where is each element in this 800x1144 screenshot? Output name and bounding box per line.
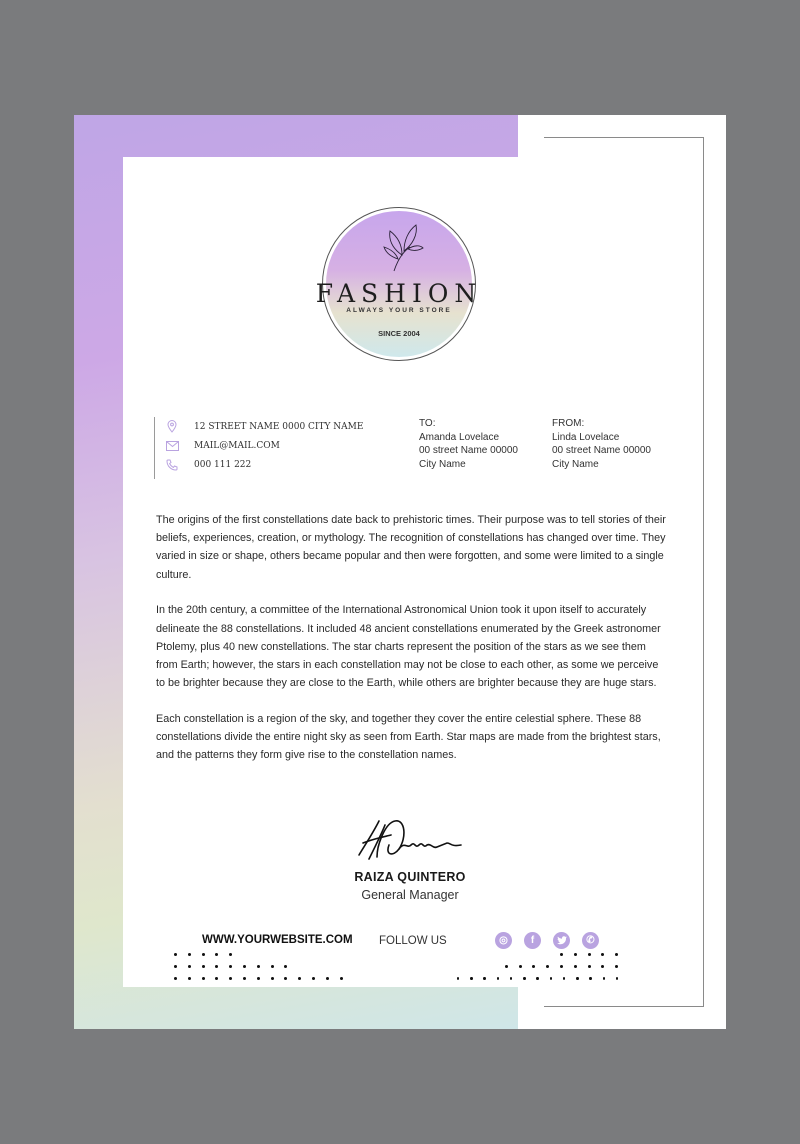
- from-street: 00 street Name 00000: [552, 445, 651, 456]
- dot: [505, 965, 508, 968]
- dot: [457, 977, 459, 980]
- signatory-role: General Manager: [361, 888, 459, 902]
- body-paragraph: The origins of the first constellations date back to prehistoric times. Their purpose was to tell stories of their beliefs, experiences, creation, or mythology. The recognition of constellations has changed over time. They varied in size or shape, others became popular and then were forgotten, and some were limited to a single culture.: [156, 514, 666, 581]
- dot: [519, 965, 522, 968]
- dot: [284, 977, 287, 980]
- dot: [574, 953, 577, 956]
- brand-since: SINCE 2004: [378, 329, 420, 338]
- website-link[interactable]: WWW.YOURWEBSITE.COM: [202, 934, 353, 946]
- dot: [229, 977, 232, 980]
- dot: [550, 977, 552, 980]
- body-paragraph: In the 20th century, a committee of the International Astronomical Union took it upon itself to accurately delineate the 88 constellations. It included 48 ancient constellations enumerated by the Greek astronomer Ptolemy, plus 40 new constellations. The star charts represent the position of the stars as we see them from Earth; however, the stars in each constellation may not be close to each other, as some we perceive to be brighter because they are close to the Earth, while others are brighter because they are huge stars.: [156, 604, 661, 690]
- instagram-icon[interactable]: ◎: [495, 932, 512, 949]
- contact-email[interactable]: MAIL@MAIL.COM: [165, 436, 363, 455]
- follow-us-label: FOLLOW US: [379, 935, 447, 947]
- envelope-icon: [165, 439, 179, 453]
- dot: [601, 965, 604, 968]
- contact-block: [154, 417, 363, 479]
- dot: [215, 953, 218, 956]
- to-name: Amanda Lovelace: [419, 431, 500, 443]
- dot: [215, 965, 218, 968]
- dot: [174, 965, 177, 968]
- dot: [510, 977, 512, 980]
- dot: [298, 977, 301, 980]
- dot: [589, 977, 591, 980]
- dot: [257, 977, 260, 980]
- dot: [616, 977, 618, 980]
- dot: [563, 977, 565, 980]
- dot: [470, 977, 472, 980]
- dot-pattern-right: [457, 948, 629, 984]
- whatsapp-icon[interactable]: ✆: [582, 932, 599, 949]
- dot: [312, 977, 315, 980]
- to-city: City Name: [419, 458, 466, 470]
- to-street: 00 street Name 00000: [419, 445, 518, 456]
- facebook-icon[interactable]: f: [524, 932, 541, 949]
- dot: [271, 977, 274, 980]
- from-label: FROM:: [552, 418, 585, 429]
- from-city: City Name: [552, 458, 599, 470]
- dot: [560, 965, 563, 968]
- dot-pattern-left: [174, 948, 353, 984]
- leaf-icon: [380, 221, 424, 273]
- letter-body: [156, 511, 666, 782]
- to-label: TO:: [419, 418, 436, 429]
- location-pin-icon: [165, 420, 179, 434]
- dot: [574, 965, 577, 968]
- dot: [271, 965, 274, 968]
- dot: [202, 965, 205, 968]
- dot: [188, 977, 191, 980]
- dot: [588, 953, 591, 956]
- contact-phone[interactable]: 000 111 222: [165, 455, 363, 474]
- dot: [174, 953, 177, 956]
- twitter-icon[interactable]: [553, 932, 570, 949]
- dot: [284, 965, 287, 968]
- phone-icon: [165, 458, 179, 472]
- dot: [483, 977, 485, 980]
- dot: [560, 953, 563, 956]
- signature-icon: [355, 815, 465, 865]
- dot: [601, 953, 604, 956]
- dot: [497, 977, 499, 980]
- sender-block: [552, 417, 651, 471]
- social-links: [495, 932, 599, 949]
- brand-title: FASHION: [315, 279, 483, 308]
- dot: [202, 953, 205, 956]
- dot: [257, 965, 260, 968]
- contact-address: 12 STREET NAME 0000 CITY NAME: [165, 417, 363, 436]
- dot: [340, 977, 343, 980]
- dot: [174, 977, 177, 980]
- brand-logo: [315, 207, 483, 361]
- dot: [202, 977, 205, 980]
- dot: [229, 965, 232, 968]
- dot: [523, 977, 525, 980]
- signatory-name: RAIZA QUINTERO: [354, 870, 466, 884]
- dot: [229, 953, 232, 956]
- dot: [615, 953, 618, 956]
- dot: [215, 977, 218, 980]
- dot: [188, 953, 191, 956]
- dot: [603, 977, 605, 980]
- dot: [615, 965, 618, 968]
- body-paragraph: Each constellation is a region of the sky, and together they cover the entire celestial sphere. These 88 constellations divide the entire night sky as seen from Earth. Star maps are made from the brightest stars, and the patterns they form give rise to the constellation names.: [156, 712, 661, 762]
- dot: [326, 977, 329, 980]
- dot: [243, 965, 246, 968]
- dot: [536, 977, 538, 980]
- dot: [546, 965, 549, 968]
- dot: [188, 965, 191, 968]
- dot: [576, 977, 578, 980]
- recipient-block: [419, 417, 518, 471]
- brand-tagline: ALWAYS YOUR STORE: [346, 307, 452, 314]
- from-name: Linda Lovelace: [552, 431, 620, 443]
- dot: [532, 965, 535, 968]
- dot: [243, 977, 246, 980]
- dot: [588, 965, 591, 968]
